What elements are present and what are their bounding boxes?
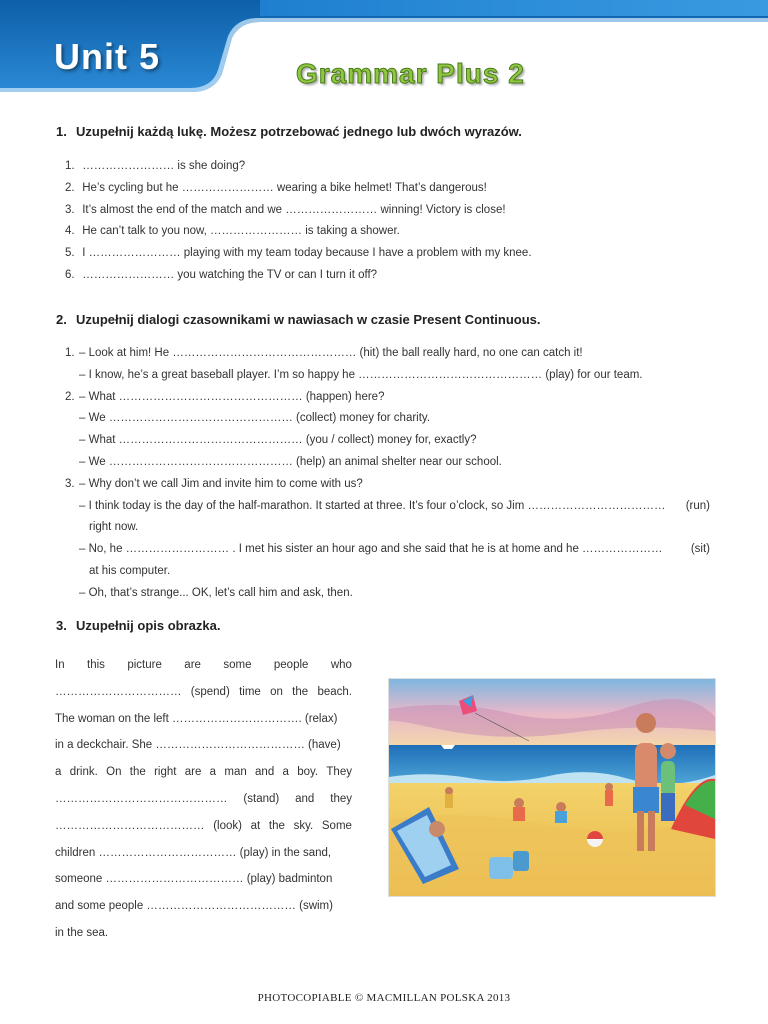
description-word: a [55,766,62,779]
description-word: Some [321,819,352,832]
dialogue-verb: (sit) [690,543,710,556]
description-word: some [223,659,252,671]
dialogue-text: – I know, he’s a great baseball player. I’m so happy he ………………………………………… (play) for our team. [79,368,643,381]
description-word: boy. [297,766,319,779]
dialogue-text: – What ………………………………………… (happen) here? [79,390,385,403]
description-word: (look) [213,819,242,832]
dialogue-text: – Oh, that’s strange... OK, let’s call him and ask, then. [79,586,353,599]
dialogue-line [65,365,715,387]
ex2-dialogues [65,343,715,605]
description-word: picture [127,659,162,671]
description-word: people [273,659,309,671]
ex3-instruction [56,618,220,633]
list-item [65,243,532,265]
dialogue-text: – I think today is the day of the half-marathon. It started at three. It’s four o’clock, so Jim ……………………………… [79,499,666,512]
dialogue-text: – No, he ……………………… . I met his sister an hour ago and she said that he is at home and he ………………… [79,543,663,556]
description-word: and [295,792,315,805]
description-word: they [330,792,352,805]
footer-copyright: PHOTOCOPIABLE © MACMILLAN POLSKA 2013 [257,992,511,1004]
dialogue-text: – What ………………………………………… (you / collect) money for, exactly? [79,434,477,447]
item-number: 1. [65,160,75,172]
description-word: time [239,685,261,698]
item-text: It’s almost the end of the match and we …………………… winning! Victory is close! [82,203,506,216]
description-word: in a deckchair. She ………………………………… (have) [55,739,341,752]
description-word: children ……………………………… (play) in the sand, [55,846,332,859]
ex3-instruction-text: Uzupełnij opis obrazka. [76,618,221,633]
dialogue-line [65,561,715,583]
dialogue-line [65,496,715,518]
description-word: the [292,685,309,698]
description-word: who [330,659,352,671]
list-item [65,265,532,287]
page-title: Grammar Plus 2 [296,58,525,89]
dialogue-line [65,452,715,474]
description-word: …………………………… [55,685,182,698]
item-text: He’s cycling but he …………………… wearing a bike helmet! That’s dangerous! [82,181,487,194]
description-word: On [106,766,122,779]
description-line [55,813,352,840]
description-line [55,759,352,786]
unit-title: Unit 5 [54,36,161,77]
item-text: He can’t talk to you now, …………………… is taking a shower. [82,225,400,238]
ex1-instruction-text: Uzupełnij każdą lukę. Możesz potrzebować jednego lub dwóch wyrazów. [76,124,522,139]
description-word: are [184,659,201,671]
item-number: 3. [65,203,75,216]
list-item [65,156,532,178]
description-line [55,920,352,947]
description-word: right [154,766,177,779]
description-word: The woman on the left ……………………………. (relax) [55,712,338,725]
description-word: a [282,766,289,779]
description-word: the [268,819,285,832]
description-word: someone ……………………………… (play) badminton [55,873,333,886]
ex3-number: 3. [56,618,67,633]
description-word: (spend) [190,685,230,698]
description-word: and [255,766,275,779]
description-line [55,840,352,867]
dialogue-line [65,517,715,539]
ex1-instruction [56,124,522,139]
description-word: man [224,766,247,779]
dialogue-text: right now. [89,521,139,534]
dialogue-line [65,387,715,409]
item-number: 5. [65,247,75,260]
dialogue-text: at his computer. [89,564,171,577]
dialogue-text: – Why don’t we call Jim and invite him to come with us? [79,477,363,490]
beach-scene [389,679,715,896]
description-word: this [87,659,105,671]
item-number: 2. [65,181,75,194]
description-word: beach. [317,685,352,698]
item-number: 6. [65,268,75,281]
description-word: (stand) [243,792,280,805]
ex2-instruction [56,312,541,327]
picture-description [55,652,352,947]
dialogue-line [65,430,715,452]
description-word: ……………………………………… [55,792,228,805]
dialogue-verb: (run) [685,499,710,512]
dialogue-line [65,539,715,561]
ex2-number: 2. [56,312,67,327]
header-banner [0,0,768,100]
dialogue-line [65,583,715,605]
description-line [55,866,352,893]
description-word: are [184,766,202,779]
description-line [55,706,352,733]
list-item [65,200,532,222]
ex2-instruction-text: Uzupełnij dialogi czasownikami w nawiasach w czasie Present Continuous. [76,312,541,327]
description-word: drink. [69,766,98,779]
dialogue-line [65,474,715,496]
dialogue-number: 3. [65,477,75,490]
description-word: a [209,766,217,779]
item-text: I …………………… playing with my team today because I have a problem with my knee. [82,247,532,260]
dialogue-text: – We ………………………………………… (help) an animal shelter near our school. [79,455,502,468]
description-word: In [55,659,65,671]
dialogue-number: 2. [65,390,75,403]
description-line [55,679,352,706]
item-number: 4. [65,225,75,238]
item-text: …………………… is she doing? [82,160,246,172]
description-line [55,732,352,759]
beach-illustration [388,678,716,897]
ex1-items [65,156,532,287]
dialogue-line [65,408,715,430]
description-word: sky. [293,819,314,832]
description-line [55,652,352,679]
dialogue-line [65,343,715,365]
list-item [65,178,532,200]
description-word: in the sea. [55,926,109,939]
description-word: and some people ………………………………… (swim) [55,900,333,913]
description-word: at [250,819,261,832]
description-word: the [129,766,146,779]
item-text: …………………… you watching the TV or can I turn it off? [82,268,378,281]
ex1-number: 1. [56,124,67,139]
description-word: They [326,766,352,779]
description-line [55,893,352,920]
list-item [65,221,532,243]
description-word: ………………………………… [55,819,205,832]
description-line [55,786,352,813]
dialogue-text: – Look at him! He ………………………………………… (hit) the ball really hard, no one can catch it! [79,347,583,359]
dialogue-number: 1. [65,347,75,359]
dialogue-text: – We ………………………………………… (collect) money for charity. [79,412,431,425]
description-word: on [270,685,283,698]
